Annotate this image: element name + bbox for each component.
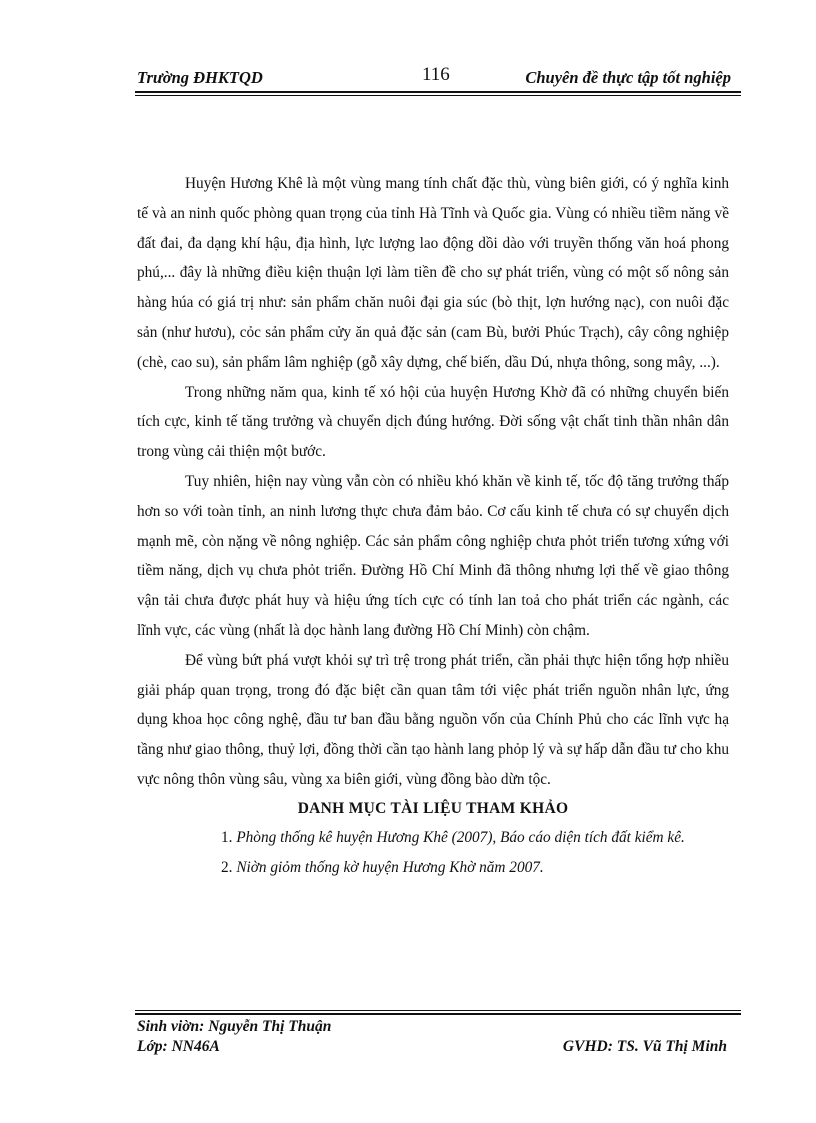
page-number: 116 (422, 64, 450, 85)
paragraph: Tuy nhiên, hiện nay vùng vẫn còn có nhiều khó khăn về kinh tế, tốc độ tăng trưởng thấp hơn so với toàn tỉnh, an ninh lương thực chưa đảm bảo. Cơ cấu kinh tế chưa có sự chuyển dịch mạnh mẽ, còn nặng về nông nghiệp. Các sản phẩm công nghiệp chưa phỏt triển tương xứng với tiềm năng, dịch vụ chưa phỏt triển. Đường Hồ Chí Minh đã thông nhưng lợi thế về giao thông vận tải chưa được phát huy và hiệu ứng tích cực có tính lan toả cho phát triển các ngành, các lĩnh vực, các vùng (nhất là dọc hành lang đường Hồ Chí Minh) còn chậm. (137, 472, 729, 639)
paragraph: Huyện Hương Khê là một vùng mang tính chất đặc thù, vùng biên giới, có ý nghĩa kinh tế và an ninh quốc phòng quan trọng của tỉnh Hà Tĩnh và Quốc gia. Vùng có nhiều tiềm năng về đất đai, đa dạng khí hậu, địa hình, lực lượng lao động dồi dào với truyền thống văn hoá phong phú,... đây là những điều kiện thuận lợi làm tiền đề cho sự phát triển, vùng có một số nông sản hàng húa có giá trị như: sản phẩm chăn nuôi đại gia súc (bò thịt, lợn hướng nạc), con nuôi đặc sản (như hươu), cỏc sản phẩm cửy ăn quả đặc sản (cam Bù, bưởi Phúc Trạch), cây công nghiệp (chè, cao su), sản phẩm lâm nghiệp (gỗ xây dựng, chế biến, dầu Dú, nhựa thông, song mây, ...). (137, 175, 729, 371)
footer-rule-thin (135, 1010, 741, 1011)
main-body (137, 169, 729, 883)
header-school: Trường ĐHKTQD (137, 68, 263, 87)
reference-item (137, 823, 729, 853)
reference-item (137, 853, 729, 883)
page-header (135, 64, 741, 92)
footer-class: Lớp: NN46A (137, 1038, 220, 1055)
reference-number: 1. (221, 828, 233, 846)
header-doc-type: Chuyên đề thực tập tốt nghiệp (525, 68, 731, 87)
footer-student: Sinh viờn: Nguyễn Thị Thuận (137, 1018, 332, 1035)
paragraph: Trong những năm qua, kinh tế xó hội của huyện Hương Khờ đã có những chuyển biến tích cực, kinh tế tăng trưởng và chuyển dịch đúng hướng. Đời sống vật chất tinh thần nhân dân trong vùng cải thiện một bước. (137, 383, 729, 461)
paragraph: Để vùng bứt phá vượt khỏi sự trì trệ trong phát triển, cần phải thực hiện tổng hợp nhiều giải pháp quan trọng, trong đó đặc biệt cần quan tâm tới việc phát triển nguồn nhân lực, ứng dụng khoa học công nghệ, đầu tư ban đầu bằng nguồn vốn của Chính Phủ cho các lĩnh vực hạ tầng như giao thông, thuỷ lợi, đồng thời cần tạo hành lang phỏp lý và sự hấp dẫn đầu tư cho khu vực nông thôn vùng sâu, vùng xa biên giới, vùng đồng bào dừn tộc. (137, 651, 729, 788)
footer-advisor: GVHD: TS. Vũ Thị Minh (562, 1038, 727, 1055)
footer-rule-thick (135, 1013, 741, 1015)
reference-number: 2. (221, 858, 233, 876)
reference-text: Phòng thống kê huyện Hương Khê (2007), Báo cáo diện tích đất kiểm kê. (236, 828, 685, 846)
header-rule-thin (135, 95, 741, 96)
header-rule-thick (135, 91, 741, 93)
references-title: DANH MỤC TÀI LIỆU THAM KHẢO (297, 799, 569, 817)
reference-text: Niờn giỏm thống kờ huyện Hương Khờ năm 2007. (236, 858, 544, 876)
